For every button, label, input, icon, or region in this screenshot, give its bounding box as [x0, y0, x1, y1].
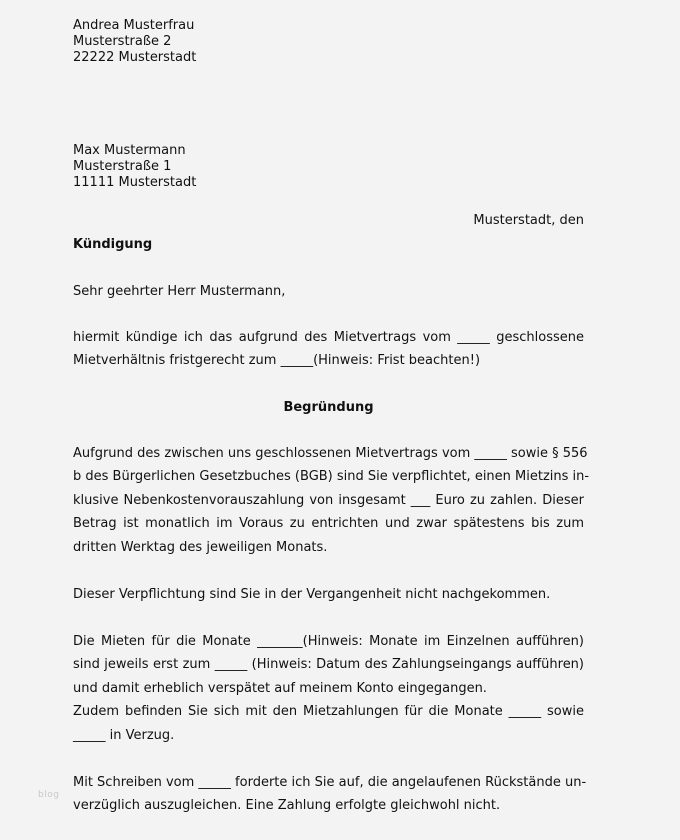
reason-heading: Begründung	[283, 400, 374, 415]
paragraph-line: und damit erheblich verspätet auf meinem Konto eingegangen.	[73, 680, 487, 696]
subject-line: Kündigung	[73, 237, 153, 252]
paragraph-line: b des Bürgerlichen Gesetzbuches (BGB) sind Sie verpflichtet, einen Mietzins in-	[73, 469, 590, 485]
intro-paragraph	[73, 326, 584, 373]
intro-line: hiermit kündige ich das aufgrund des Mietvertrags vom _____ geschlossene	[73, 330, 584, 345]
recipient-name: Max Mustermann	[73, 143, 186, 158]
paragraph-line: _____ in Verzug.	[73, 727, 175, 743]
paragraph-line: verzüglich auszugleichen. Eine Zahlung erfolgte gleichwohl nicht.	[73, 798, 501, 814]
paragraph-line: Betrag ist monatlich im Voraus zu entrichten und zwar spätestens bis zum	[73, 516, 584, 532]
recipient-street: Musterstraße 1	[73, 159, 172, 174]
sender-street: Musterstraße 2	[73, 34, 172, 49]
paragraph-line: klusive Nebenkostenvorauszahlung von insgesamt ___ Euro zu zahlen. Dieser	[73, 492, 584, 508]
salutation: Sehr geehrter Herr Mustermann,	[73, 284, 286, 299]
watermark: blog	[38, 790, 60, 800]
paragraph-line: dritten Werktag des jeweiligen Monats.	[73, 539, 328, 555]
recipient-address	[73, 143, 584, 191]
paragraph-reminder	[73, 771, 587, 818]
paragraph-line: Zudem befinden Sie sich mit den Mietzahlungen für die Monate _____ sowie	[73, 704, 584, 720]
sender-city: 22222 Musterstadt	[73, 50, 197, 65]
paragraph-line: Mit Schreiben vom _____ forderte ich Sie auf, die angelaufenen Rückstände un-	[73, 775, 587, 790]
recipient-city: 11111 Musterstadt	[73, 175, 197, 190]
sender-address	[73, 18, 584, 66]
paragraph-obligation	[73, 442, 590, 559]
paragraph-late-payments	[73, 630, 584, 747]
paragraph-default	[73, 583, 584, 606]
place-date: Musterstadt, den	[473, 213, 584, 228]
paragraph-line: Dieser Verpflichtung sind Sie in der Vergangenheit nicht nachgekommen.	[73, 587, 551, 602]
paragraph-line: sind jeweils erst zum _____ (Hinweis: Datum des Zahlungseingangs aufführen)	[73, 657, 584, 673]
intro-line: Mietverhältnis fristgerecht zum _____(Hinweis: Frist beachten!)	[73, 353, 481, 369]
sender-name: Andrea Musterfrau	[73, 18, 195, 33]
paragraph-line: Aufgrund des zwischen uns geschlossenen Mietvertrags vom _____ sowie § 556	[73, 446, 588, 461]
paragraph-line: Die Mieten für die Monate _______(Hinweis: Monate im Einzelnen aufführen)	[73, 634, 584, 649]
